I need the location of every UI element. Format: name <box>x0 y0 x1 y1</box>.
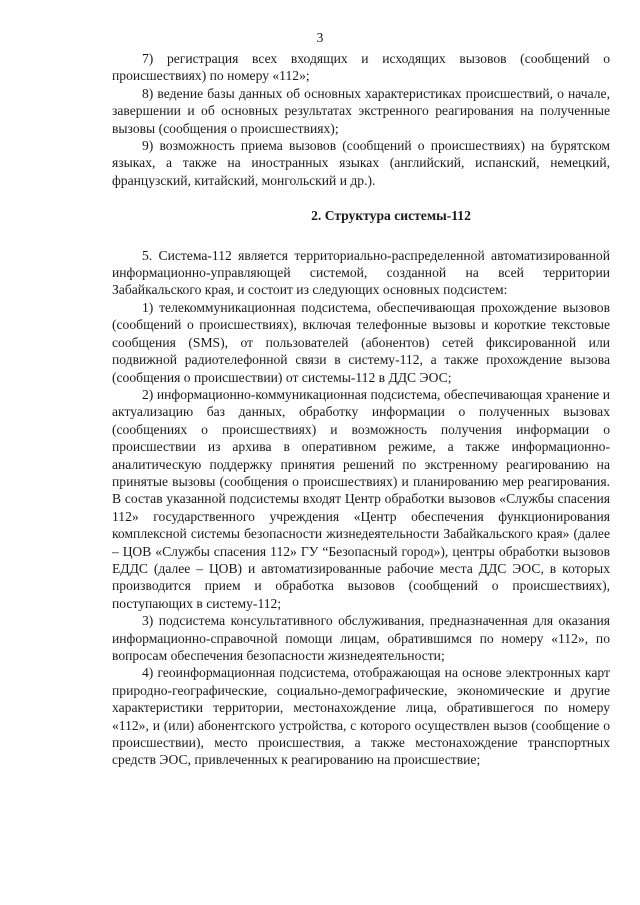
subsystem-information-communication: 2) информационно-коммуникационная подсистема, обеспечивающая хранение и актуализацию баз данных, обработку информации о полученных вызовах (сообщениях о происшествиях) и возможность получения информации о происшествии из архива в оперативном режиме, а также информационно-аналитическую поддержку принятия решений по экстренному реагированию на принятые вызовы (сообщения о происшествиях) и планированию мер реагирования. В состав указанной подсистемы входят Центр обработки вызовов «Службы спасения 112» государственного учреждения «Центр обеспечения функционирования комплексной системы безопасности жизнедеятельности Забайкальского края» (далее – ЦОВ «Службы спасения 112» ГУ “Безопасный город»), центры обработки вызовов ЕДДС (далее – ЦОВ) и автоматизированные рабочие места ДДС ЭОС, в которых производится прием и обработка вызовов (сообщений о происшествиях), поступающих в систему-112; <box>112 386 610 611</box>
paragraph-5: 5. Система-112 является территориально-распределенной автоматизированной информационно-управляющей системой, созданной на всей территории Забайкальского края, и состоит из следующих основных подсистем: <box>112 247 610 298</box>
list-item-7: 7) регистрация всех входящих и исходящих вызовов (сообщений о происшествиях) по номеру «112»; <box>112 51 610 84</box>
subsystem-geoinformation: 4) геоинформационная подсистема, отображающая на основе электронных карт природно-географические, социально-демографические, экономические и другие характеристики территории, местонахождение лица, обратившегося по номеру «112», и (или) абонентского устройства, с которого осуществлен вызов (сообщение о происшествии), место происшествия, а также местонахождение транспортных средств ЭОС, привлеченных к реагированию на происшествие; <box>112 665 610 768</box>
page-number: 3 <box>316 30 324 45</box>
list-item-8: 8) ведение базы данных об основных характеристиках происшествий, о начале, завершении и об основных результатах экстренного реагирования на полученные вызовы (сообщения о происшествиях); <box>112 85 610 136</box>
section-heading: 2. Структура системы-112 <box>311 208 471 224</box>
document-body <box>112 50 610 769</box>
list-item-9: 9) возможность приема вызовов (сообщений о происшествиях) на бурятском языках, а также на иностранных языках (английский, испанский, немецкий, французский, китайский, монгольский и др.). <box>112 138 610 188</box>
subsystem-telecommunication: 1) телекоммуникационная подсистема, обеспечивающая прохождение вызовов (сообщений о происшествиях), включая телефонные вызовы и короткие текстовые сообщения (SMS), от пользователей (абонентов) сетей фиксированной или подвижной радиотелефонной связи в систему-112, а также прохождение вызова (сообщения о происшествии) от системы-112 в ДДС ЭОС; <box>112 299 610 385</box>
subsystem-consultative: 3) подсистема консультативного обслуживания, предназначенная для оказания информационно-справочной помощи лицам, обратившимся по номеру «112», по вопросам обеспечения безопасности жизнедеятельности; <box>112 613 610 663</box>
